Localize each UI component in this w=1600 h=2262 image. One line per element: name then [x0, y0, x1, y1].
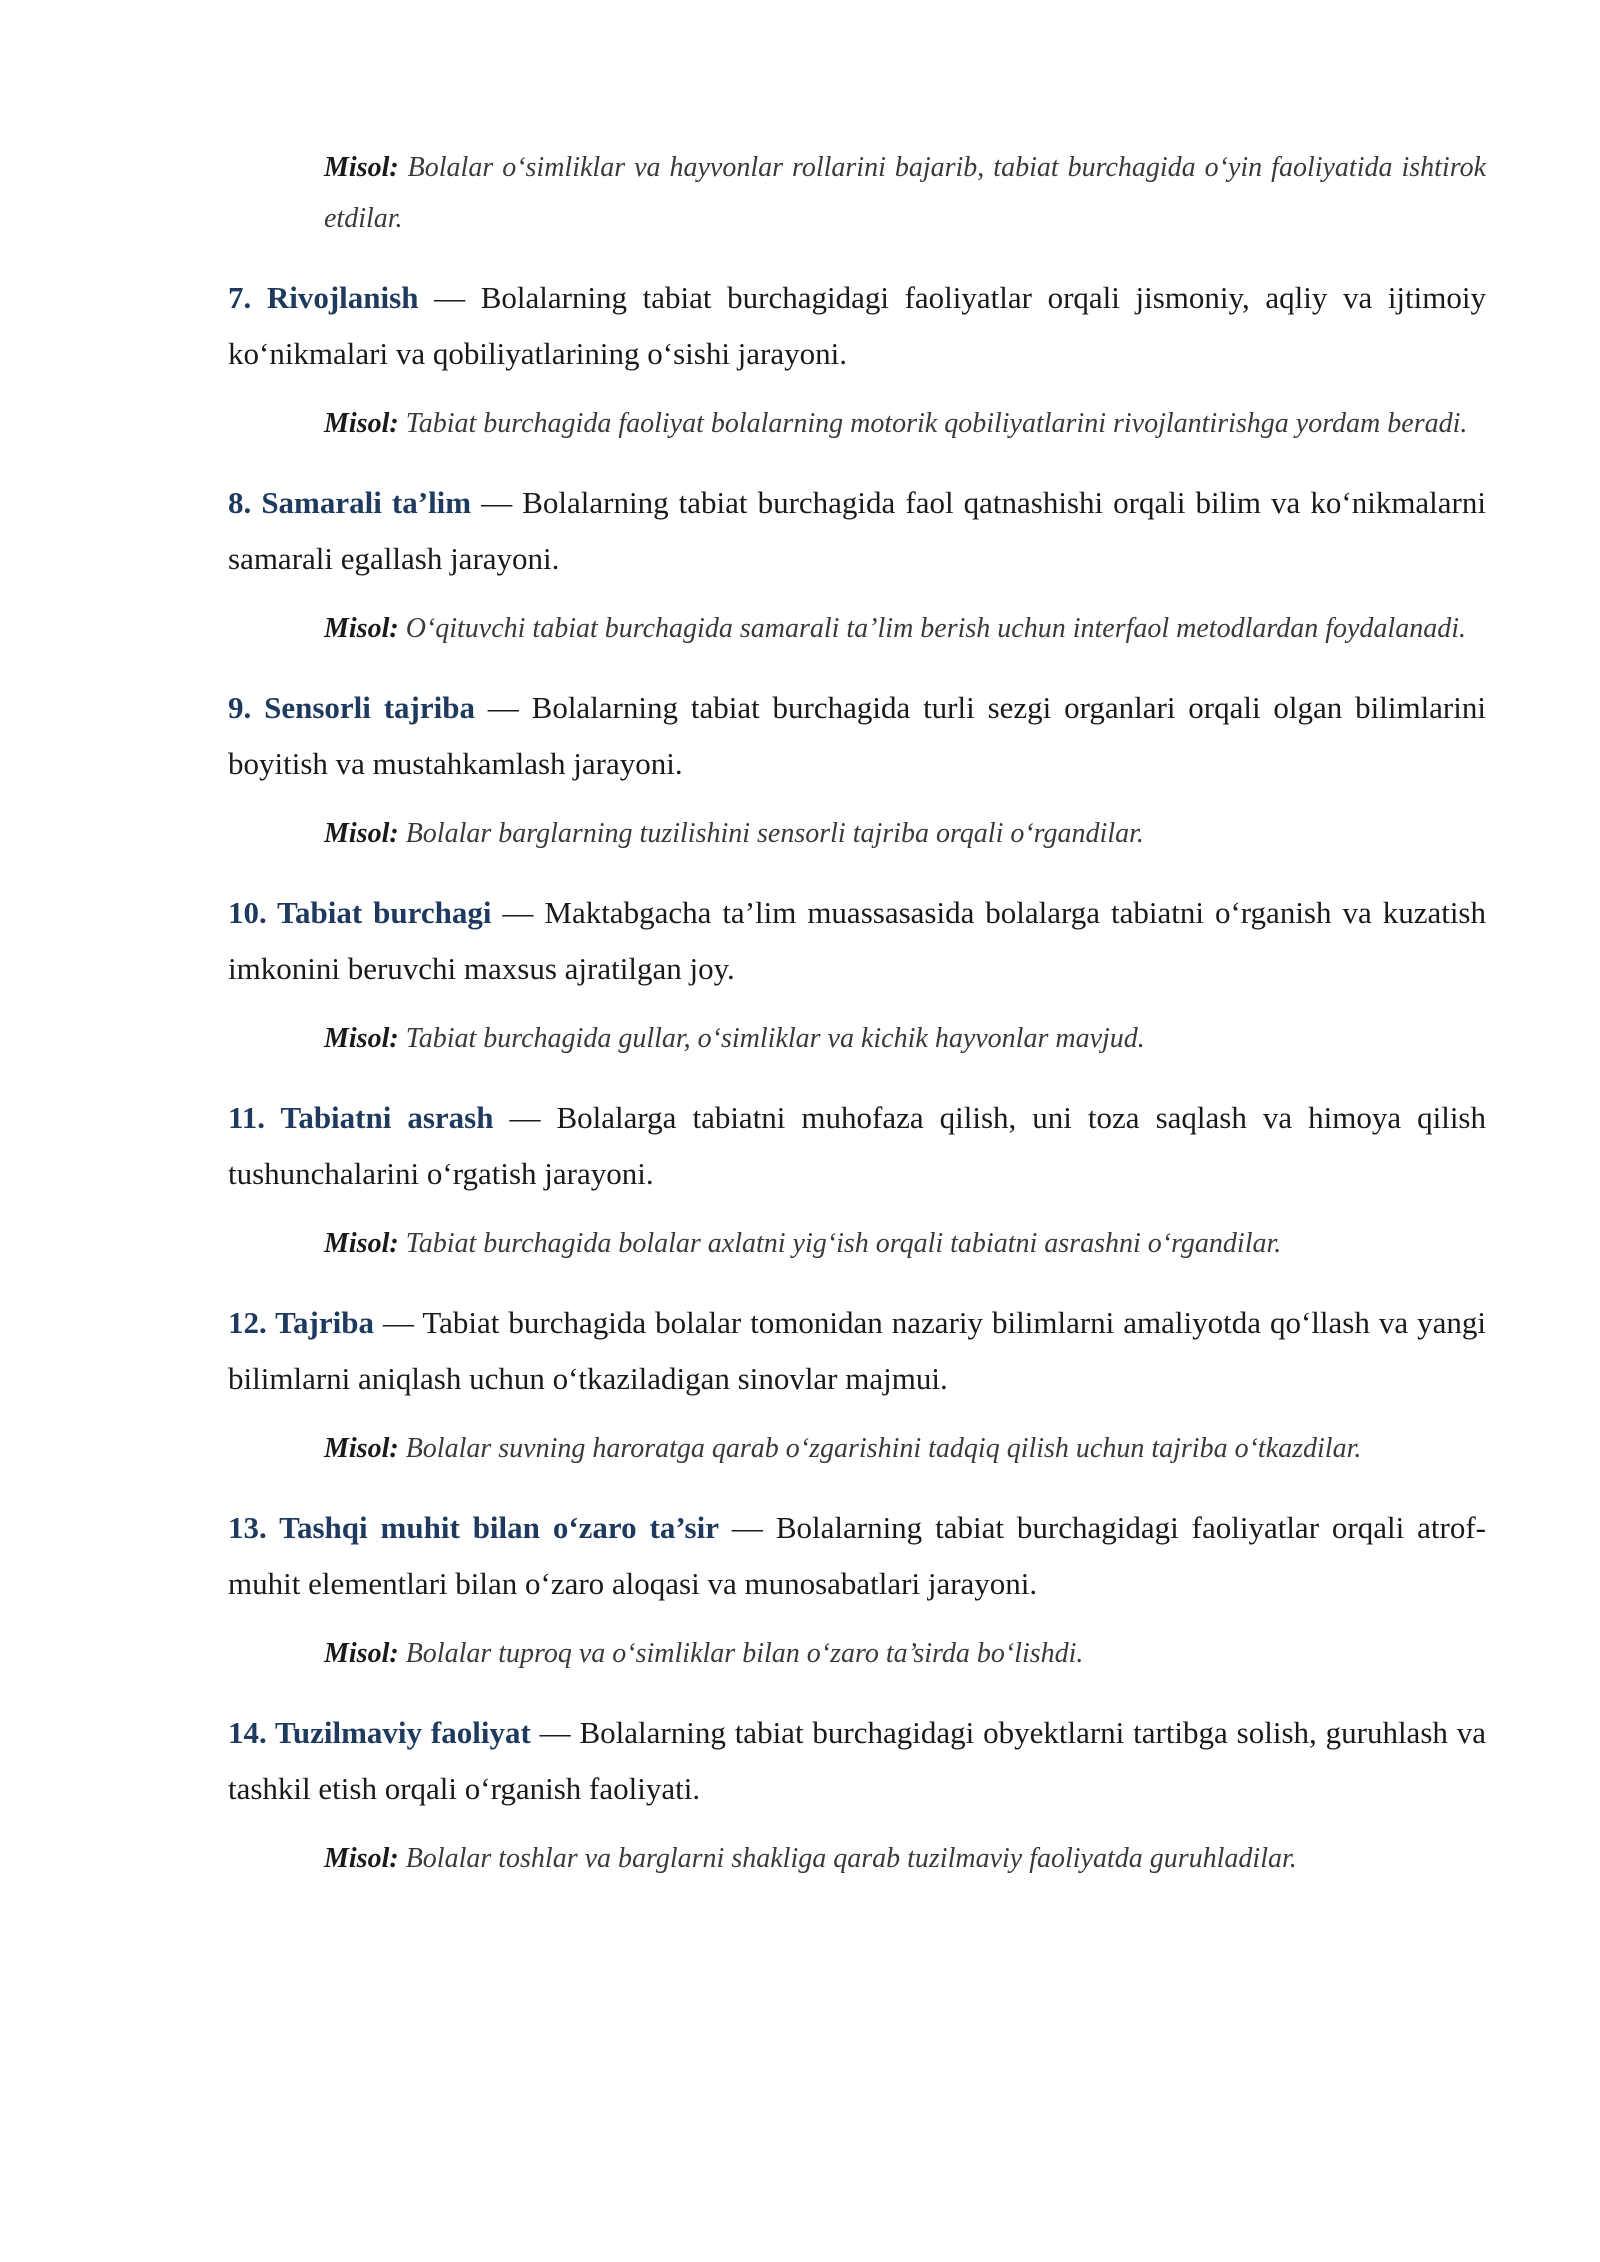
term-paragraph — [228, 1090, 1486, 1202]
example-label: Misol: — [324, 1023, 399, 1054]
term-paragraph — [228, 885, 1486, 997]
example-label: Misol: — [324, 1433, 399, 1464]
term-heading: 9. Sensorli tajriba — [228, 690, 475, 725]
term-dash: — — [474, 690, 532, 725]
term-definition: Tabiat burchagida bolalar tomonidan nazariy bilimlarni amaliyotda qo‘llash va yangi bilimlarni aniqlash uchun o‘tkaziladigan sinovlar majmui. — [228, 1305, 1486, 1396]
term-paragraph — [228, 270, 1486, 382]
example-text: Bolalar barglarning tuzilishini sensorli tajriba orqali o‘rgandilar. — [405, 818, 1144, 849]
term-heading: 8. Samarali ta’lim — [228, 485, 472, 520]
example-label: Misol: — [324, 1843, 399, 1874]
term-definition: Bolalarning tabiat burchagidagi faoliyatlar orqali jismoniy, aqliy va ijtimoiy ko‘nikmalari va qobiliyatlarining o‘sishi jarayoni. — [228, 280, 1486, 371]
example-text: Bolalar tuproq va o‘simliklar bilan o‘zaro ta’sirda bo‘lishdi. — [405, 1638, 1084, 1669]
term-heading: 12. Tajriba — [228, 1305, 374, 1340]
term-definition: Bolalarning tabiat burchagida faol qatnashishi orqali bilim va ko‘nikmalarni samarali egallash jarayoni. — [228, 485, 1486, 576]
term-definition: Bolalarning tabiat burchagidagi obyektlarni tartibga solish, guruhlash va tashkil etish orqali o‘rganish faoliyati. — [228, 1715, 1486, 1806]
example-paragraph — [324, 1013, 1486, 1064]
example-text: Bolalar suvning haroratga qarab o‘zgarishini tadqiq qilish uchun tajriba o‘tkazdilar. — [405, 1433, 1362, 1464]
term-definition: Bolalarga tabiatni muhofaza qilish, uni toza saqlash va himoya qilish tushunchalarini o‘rgatish jarayoni. — [228, 1100, 1486, 1191]
term-paragraph — [228, 1500, 1486, 1612]
term-definition: Bolalarning tabiat burchagida turli sezgi organlari orqali olgan bilimlarini boyitish va mustahkamlash jarayoni. — [228, 690, 1486, 781]
term-dash: — — [718, 1510, 776, 1545]
example-text: Bolalar toshlar va barglarni shakliga qarab tuzilmaviy faoliyatda guruhladilar. — [405, 1843, 1297, 1874]
example-text: Tabiat burchagida bolalar axlatni yig‘ish orqali tabiatni asrashni o‘rgandilar. — [405, 1228, 1282, 1259]
term-definition: Bolalarning tabiat burchagidagi faoliyatlar orqali atrof-muhit elementlari bilan o‘zaro aloqasi va munosabatlari jarayoni. — [228, 1510, 1487, 1601]
example-paragraph — [324, 603, 1486, 654]
term-dash: — — [373, 1305, 423, 1340]
example-label: Misol: — [324, 613, 399, 644]
term-paragraph — [228, 475, 1486, 587]
term-heading: 7. Rivojlanish — [228, 280, 419, 315]
example-label: Misol: — [324, 152, 399, 183]
example-text: Tabiat burchagida faoliyat bolalarning motorik qobiliyatlarini rivojlantirishga yordam beradi. — [405, 408, 1468, 439]
example-paragraph — [324, 1833, 1486, 1884]
term-dash: — — [418, 280, 481, 315]
example-text: O‘qituvchi tabiat burchagida samarali ta’lim berish uchun interfaol metodlardan foydalanadi. — [405, 613, 1466, 644]
term-dash: — — [493, 1100, 557, 1135]
example-text: Tabiat burchagida gullar, o‘simliklar va kichik hayvonlar mavjud. — [405, 1023, 1145, 1054]
term-definition: Maktabgacha ta’lim muassasasida bolalarga tabiatni o‘rganish va kuzatish imkonini beruvchi maxsus ajratilgan joy. — [228, 895, 1486, 986]
example-paragraph — [324, 808, 1486, 859]
term-heading: 10. Tabiat burchagi — [228, 895, 492, 930]
example-paragraph — [324, 1628, 1486, 1679]
document-page — [228, 142, 1486, 1884]
term-paragraph — [228, 1295, 1486, 1407]
term-paragraph — [228, 1705, 1486, 1817]
term-heading: 11. Tabiatni asrash — [228, 1100, 494, 1135]
example-label: Misol: — [324, 1228, 399, 1259]
example-label: Misol: — [324, 408, 399, 439]
example-text: Bolalar o‘simliklar va hayvonlar rollarini bajarib, tabiat burchagida o‘yin faoliyatida ishtirok etdilar. — [324, 152, 1486, 234]
example-label: Misol: — [324, 1638, 399, 1669]
term-heading: 13. Tashqi muhit bilan o‘zaro ta’sir — [228, 1510, 719, 1545]
example-label: Misol: — [324, 818, 399, 849]
term-paragraph — [228, 680, 1486, 792]
example-paragraph — [324, 142, 1486, 244]
term-dash: — — [530, 1715, 580, 1750]
example-paragraph — [324, 1423, 1486, 1474]
example-paragraph — [324, 398, 1486, 449]
example-paragraph — [324, 1218, 1486, 1269]
term-heading: 14. Tuzilmaviy faoliyat — [228, 1715, 531, 1750]
term-dash: — — [491, 895, 545, 930]
term-dash: — — [471, 485, 523, 520]
